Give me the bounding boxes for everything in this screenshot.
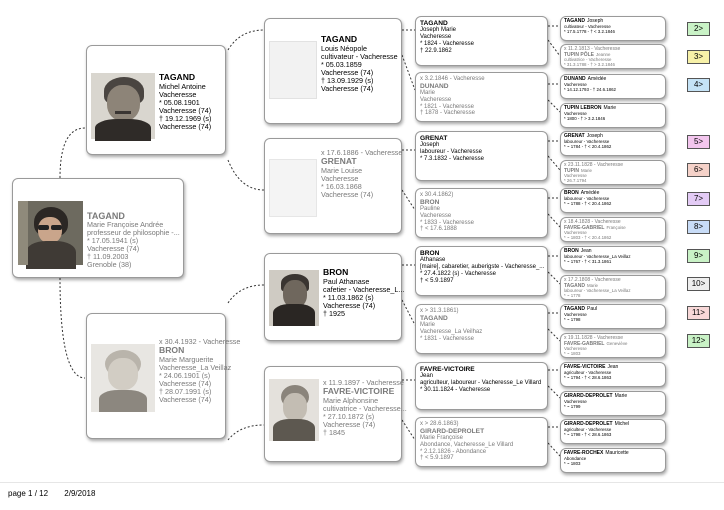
person-surname: FAVRE-GABRIEL — [564, 224, 605, 231]
person-detail: † 1878 - Vacheresse — [420, 110, 475, 117]
person-detail: Grenoble (38) — [87, 260, 132, 270]
person-surname: GRENAT — [321, 156, 357, 167]
continuation-link[interactable]: 6> — [687, 163, 710, 177]
person-given-name: Jeanne — [596, 51, 611, 57]
person-given-name: Marie — [587, 282, 598, 288]
person-card-gen3-8[interactable] — [415, 417, 548, 467]
person-detail: Pauline — [420, 206, 441, 213]
person-card-gen3-3[interactable] — [415, 131, 548, 181]
person-detail: Vacheresse — [564, 173, 587, 179]
person-surname: FAVRE-VICTOIRE — [564, 364, 606, 370]
person-detail: Joseph — [420, 142, 440, 149]
person-given-name: Marie — [603, 105, 617, 111]
person-detail: Vacheresse — [564, 110, 587, 116]
portrait-photo-empty — [269, 41, 317, 99]
person-detail: [maire], cabaretier, auberigste - Vacheresse_... — [420, 264, 545, 271]
portrait-photo — [18, 201, 83, 265]
person-detail: * ~ 1794 - † < 28.6.1863 — [564, 374, 612, 380]
person-detail: cultivateur - Vacheresse — [321, 51, 398, 61]
person-detail: professeur de philosophie -... — [87, 228, 180, 238]
person-given-name: Françoise — [606, 224, 626, 230]
person-detail: Marie Françoise Andrée — [87, 220, 164, 230]
person-given-name: Marie — [614, 393, 628, 399]
person-detail: cultivatrice - Vacheresse — [564, 57, 612, 63]
person-detail: Vacheresse — [420, 212, 452, 219]
person-surname: BRON — [420, 250, 440, 257]
person-detail: Marie Marguerite — [159, 354, 214, 364]
person-card-father[interactable] — [86, 45, 226, 155]
person-detail: Vacheresse (74) — [159, 395, 212, 404]
person-surname: BRON — [420, 198, 440, 206]
person-card-paternal-grandfather[interactable] — [264, 18, 402, 124]
person-card-gen4-5[interactable] — [560, 131, 666, 156]
person-detail: agriculteur, laboureur - Vacheresse_Le Villard — [420, 380, 542, 387]
person-detail: cultivatrice - Vacheresse... — [323, 403, 407, 413]
person-detail: * 1831 - Vacheresse — [420, 335, 474, 342]
marriage-info: x 11.9.1897 - Vacheresse — [323, 378, 404, 387]
person-given-name: Jean — [580, 248, 592, 254]
person-card-gen4-15[interactable] — [560, 419, 666, 444]
person-detail: * ~ 1784 - † < 20.4.1862 — [564, 143, 612, 149]
person-given-name: Amédée — [587, 76, 607, 82]
person-card-gen4-13[interactable] — [560, 362, 666, 387]
person-detail: Vacheresse — [564, 81, 587, 87]
person-detail: Joseph Marie — [420, 27, 457, 34]
person-detail: * 16.03.1868 — [321, 181, 362, 191]
person-surname: DUNAND — [420, 82, 449, 90]
person-detail: Marie Alphonsine — [323, 395, 379, 405]
portrait-photo — [269, 379, 319, 441]
footer-divider — [0, 482, 724, 483]
person-detail: Vacheresse (74) — [159, 121, 212, 131]
person-card-gen4-7[interactable] — [560, 188, 666, 213]
person-detail: * ~ 1798 - † < 28.6.1863 — [564, 431, 612, 437]
person-detail: * 26.7.1794 — [564, 178, 587, 184]
person-detail: Jean — [420, 373, 434, 380]
person-detail: * 05.08.1901 — [159, 97, 200, 107]
page-footer — [8, 489, 109, 498]
person-detail: * 27.4.1822 (s) - Vacheresse — [420, 270, 496, 277]
person-detail: * 24.06.1901 (s) — [159, 370, 211, 380]
print-date: 2/9/2018 — [64, 489, 96, 498]
person-detail: † 1845 — [323, 427, 345, 437]
portrait-photo — [91, 73, 155, 139]
person-detail: * 2.12.1826 - Abondance — [420, 448, 487, 455]
person-detail: † 22.9.1862 — [420, 47, 452, 54]
person-detail: laboureur - Vacheresse — [564, 138, 610, 144]
person-detail: Vacheresse (74) — [321, 189, 374, 199]
person-detail: † < 17.6.1888 — [420, 226, 457, 233]
person-detail: agriculteur - Vacheresse — [564, 369, 612, 375]
person-card-gen4-8[interactable] — [560, 217, 666, 242]
person-detail: Vacheresse_La Veillaz — [159, 362, 232, 372]
marriage-info: x 30.4.1932 - Vacheresse — [159, 337, 241, 346]
portrait-photo-empty — [269, 159, 317, 217]
marriage-info: x 3.2.1846 - Vacheresse — [420, 76, 485, 82]
continuation-link[interactable]: 9> — [687, 249, 710, 263]
person-surname: GRENAT — [420, 135, 448, 142]
person-surname: GIRARD-DEPROLET — [564, 393, 613, 399]
person-detail: Vacheresse — [420, 96, 452, 103]
person-detail: cultivateur - Vacheresse — [564, 23, 611, 29]
person-detail: Vacheresse — [564, 230, 587, 236]
person-detail: laboureur - Vacheresse_La Veillaz — [564, 288, 631, 294]
marriage-info: x 23.11.1828 - Vacheresse — [564, 162, 624, 168]
person-detail: laboureur - Vacheresse — [420, 149, 482, 156]
person-detail: cafetier - Vacheresse_L... — [323, 284, 405, 294]
continuation-link[interactable]: 4> — [687, 78, 710, 92]
person-surname: TAGAND — [564, 18, 586, 24]
person-detail: Marie Louise — [321, 165, 363, 175]
continuation-link[interactable]: 11> — [687, 306, 710, 320]
person-detail: Vacheresse — [420, 34, 452, 41]
link-root-father — [60, 128, 85, 178]
person-card-gen4-14[interactable] — [560, 391, 666, 416]
marriage-info: x > 28.6.1863) — [420, 421, 459, 427]
person-given-name: Geneviève — [606, 340, 628, 346]
person-given-name: Joseph — [587, 18, 604, 24]
person-detail: * 7.3.1832 - Vacheresse — [420, 155, 484, 162]
person-given-name: Paul — [587, 306, 598, 312]
person-card-gen4-11[interactable] — [560, 304, 666, 329]
person-detail: * 30.11.1824 - Vacheresse — [420, 386, 491, 393]
marriage-info: x 18.4.1828 - Vacheresse — [564, 219, 621, 225]
portrait-photo — [269, 270, 319, 326]
person-detail: * ~ 1803 - † < 20.4.1862 — [564, 235, 612, 241]
person-detail: * ~ 1798 — [564, 316, 581, 322]
person-detail: * ~ 1799 — [564, 403, 581, 409]
link-root-mother — [60, 278, 85, 378]
person-detail: Paul Athanase — [323, 276, 370, 286]
person-detail: * ~ 1778 — [564, 293, 581, 299]
marriage-info: x 19.11.1828 - Vacheresse — [564, 335, 624, 341]
person-detail: † 11.09.2003 — [87, 252, 129, 262]
person-card-maternal-grandmother[interactable] — [264, 366, 407, 462]
person-detail: * 31.3.1788 - † > 3.2.1846 — [564, 62, 615, 68]
page-number: page 1 / 12 — [8, 489, 49, 498]
person-detail: Vacheresse (74) — [323, 300, 376, 310]
person-detail: Marie — [420, 90, 436, 97]
person-surname: BRON — [564, 190, 579, 196]
continuation-link[interactable]: 8> — [687, 220, 710, 234]
person-detail: Vacheresse (74) — [159, 378, 212, 388]
person-detail: Louis Néopole — [321, 43, 367, 53]
person-detail: Vacheresse_La Veilhaz — [420, 328, 483, 335]
marriage-info: x > 31.3.1861) — [420, 308, 459, 314]
person-surname: TAGAND — [564, 282, 586, 289]
person-surname: GRENAT — [564, 133, 585, 139]
person-card-gen4-2[interactable] — [560, 44, 666, 69]
person-card-gen4-1[interactable] — [560, 16, 666, 41]
person-detail: † 13.09.1929 (s) — [321, 75, 374, 85]
person-surname: BRON — [159, 345, 185, 356]
person-card-gen3-7[interactable] — [415, 362, 548, 410]
person-detail: * ~ 1788 - † < 20.4.1862 — [564, 200, 612, 206]
person-card-gen4-4[interactable] — [560, 103, 666, 128]
person-detail: Marie — [420, 322, 436, 329]
person-detail: * 11.03.1862 (s) — [323, 292, 374, 302]
person-card-paternal-grandmother[interactable] — [264, 138, 402, 234]
person-surname: TAGAND — [420, 20, 448, 27]
person-detail: Vacheresse (74) — [159, 105, 212, 115]
continuation-link[interactable]: 2> — [687, 22, 710, 36]
person-detail: † 1925 — [323, 308, 345, 318]
person-surname: BRON — [323, 267, 349, 277]
person-surname: BRON — [564, 248, 579, 254]
continuation-link[interactable]: 7> — [687, 192, 710, 206]
person-detail: * 05.03.1859 — [321, 59, 362, 69]
person-card-gen3-5[interactable] — [415, 246, 548, 296]
marriage-info: x 11.2.1813 - Vacheresse — [564, 46, 621, 52]
person-detail: Vacheresse — [159, 89, 197, 99]
person-card-maternal-grandfather[interactable] — [264, 253, 405, 341]
person-detail: * 17.05.1941 (s) — [87, 236, 139, 246]
person-detail: * 1824 - Vacheresse — [420, 40, 474, 47]
person-surname: FAVRE-VICTOIRE — [323, 386, 395, 397]
person-given-name: Michel — [614, 421, 630, 427]
person-detail: † 19.12.1969 (s) — [159, 113, 212, 123]
person-detail: Michel Antoine — [159, 81, 206, 91]
person-surname: GIRARD-DEPROLET — [420, 427, 485, 435]
person-card-gen4-3[interactable] — [560, 74, 666, 99]
person-given-name: Amédée — [580, 190, 600, 196]
person-surname: FAVRE-VICTOIRE — [420, 366, 475, 373]
portrait-photo — [91, 344, 155, 412]
person-detail: * 1800 - † > 3.2.1846 — [564, 115, 606, 121]
person-detail: laboureur - Vacheresse_La Veillaz — [564, 253, 631, 259]
person-detail: Athanase — [420, 257, 446, 264]
person-detail: Vacheresse (74) — [321, 83, 374, 93]
person-surname: TAGAND — [87, 211, 125, 221]
person-given-name: Joseph — [586, 133, 603, 139]
continuation-link[interactable]: 12> — [687, 334, 710, 348]
person-detail: Vacheresse — [564, 346, 587, 352]
person-detail: Vacheresse — [321, 173, 359, 183]
person-detail: * 17.5.1778 - † < 3.2.1846 — [564, 28, 615, 34]
person-detail: Vacheresse (74) — [87, 244, 140, 254]
person-card-gen3-1[interactable] — [415, 16, 548, 66]
person-surname: FAVRE-GABRIEL — [564, 340, 605, 347]
person-surname: TAGAND — [564, 306, 586, 312]
person-detail: Vacheresse — [564, 311, 587, 317]
continuation-link[interactable]: 5> — [687, 135, 710, 149]
person-card-gen4-6[interactable] — [560, 160, 666, 185]
person-detail: Vacheresse — [564, 398, 587, 404]
marriage-info: x 17.2.1808 - Vacheresse — [564, 277, 621, 283]
person-detail: laboureur - Vacheresse — [564, 195, 610, 201]
person-surname: TUPIN — [564, 167, 579, 174]
person-detail: * ~ 1767 - † < 31.3.1861 — [564, 258, 612, 264]
person-card-gen4-9[interactable] — [560, 246, 666, 271]
person-detail: * ~ 1803 — [564, 351, 581, 357]
person-detail: Abondance, Vacheresse_Le Villard — [420, 441, 514, 448]
person-detail: agriculteur - Vacheresse — [564, 426, 612, 432]
person-card-gen4-10[interactable] — [560, 275, 666, 300]
person-detail: † < 5.9.1897 — [420, 277, 454, 284]
person-surname: TAGAND — [159, 72, 196, 82]
person-card-mother[interactable] — [86, 313, 241, 439]
person-detail: Marie Françoise — [420, 435, 464, 442]
person-detail: Abondance — [564, 455, 587, 461]
person-card-gen3-4[interactable] — [415, 188, 548, 238]
person-given-name: Jean — [607, 364, 619, 370]
person-card-gen3-6[interactable] — [415, 304, 548, 354]
person-surname: TUPIN LEBRON — [564, 105, 602, 111]
continuation-link[interactable]: 3> — [687, 50, 710, 64]
person-detail: * 27.10.1872 (s) — [323, 411, 375, 421]
person-detail: † < 5.9.1897 — [420, 455, 454, 462]
person-card-gen4-16[interactable] — [560, 448, 666, 473]
marriage-info: x 30.4.1862) — [420, 192, 454, 198]
person-detail: Vacheresse (74) — [321, 67, 374, 77]
continuation-link[interactable]: 10> — [687, 277, 710, 291]
person-given-name: Mauricette — [605, 450, 629, 456]
person-detail: Vacheresse (74) — [323, 419, 376, 429]
person-surname: FAVRE-ROCHEX — [564, 450, 604, 456]
person-card-gen4-12[interactable] — [560, 333, 666, 358]
person-card-root[interactable] — [12, 178, 184, 278]
person-surname: TAGAND — [321, 34, 358, 44]
person-detail: * 14.12.1793 - † 24.6.1862 — [564, 86, 616, 92]
person-surname: TUPIN PÔLE — [564, 51, 595, 58]
person-detail: * 1833 - Vacheresse — [420, 219, 474, 226]
person-surname: DUNAND — [564, 76, 586, 82]
person-detail: † 28.07.1991 (s) — [159, 386, 212, 396]
person-surname: GIRARD-DEPROLET — [564, 421, 613, 427]
marriage-info: x 17.6.1886 - Vacheresse — [321, 148, 403, 157]
person-given-name: Marie — [581, 167, 592, 173]
person-detail: * ~ 1803 — [564, 460, 581, 466]
person-card-gen3-2[interactable] — [415, 72, 548, 122]
person-surname: TAGAND — [420, 314, 448, 322]
person-detail: * 1821 - Vacheresse — [420, 103, 474, 110]
